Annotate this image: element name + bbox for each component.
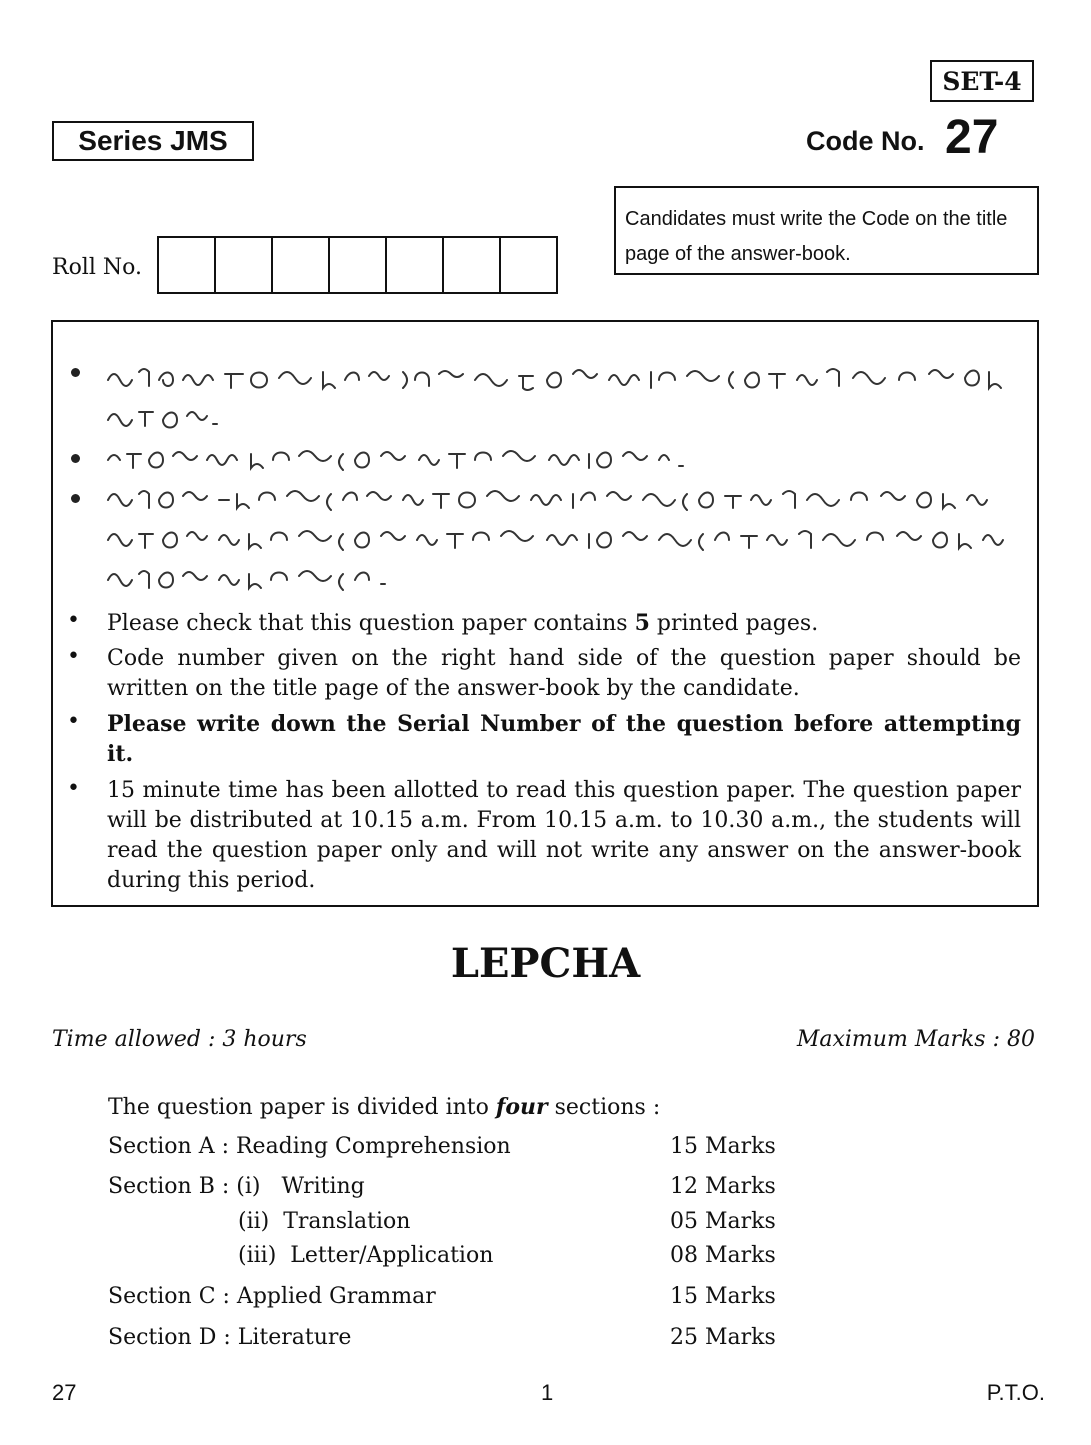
roll-digit-box[interactable]	[387, 238, 444, 292]
bullet-icon: •	[67, 644, 80, 669]
bullet-icon	[71, 494, 80, 503]
series-label: Series JMS	[52, 121, 254, 161]
bullet-icon: •	[67, 776, 80, 801]
section-a-marks: 15 Marks	[670, 1134, 776, 1159]
paper-title: LEPCHA	[450, 940, 641, 987]
section-b2-marks: 05 Marks	[670, 1209, 776, 1234]
roll-digit-box[interactable]	[330, 238, 387, 292]
instructions-box	[51, 320, 1039, 907]
lepcha-instruction-2	[103, 436, 1023, 476]
page-number: 1	[541, 1380, 554, 1405]
set-label: SET-4	[930, 60, 1034, 102]
section-d-label: Section D : Literature	[108, 1325, 352, 1350]
roll-digit-box[interactable]	[444, 238, 501, 292]
bullet-icon: •	[67, 709, 80, 734]
bullet-icon: •	[67, 608, 80, 633]
roll-number-label: Roll No.	[52, 255, 142, 280]
instruction-text: 15 minute time has been allotted to read this question paper. The question paper will be distributed at 10.15 a.m. From 10.15 a.m. to 10.30 a.m., the students will read the question paper only and will not write any answer on the answer-book during this period.	[107, 778, 1021, 893]
section-d-marks: 25 Marks	[670, 1325, 776, 1350]
section-b-label: Section B : (i) Writing	[108, 1174, 365, 1199]
code-label: Code No.	[806, 126, 925, 156]
bullet-icon	[71, 454, 80, 463]
bullet-icon	[71, 368, 80, 377]
time-allowed: Time allowed : 3 hours	[52, 1027, 307, 1052]
maximum-marks: Maximum Marks : 80	[796, 1027, 1035, 1052]
section-c-label: Section C : Applied Grammar	[108, 1284, 436, 1309]
candidate-note-box	[614, 186, 1039, 275]
code-number: 27	[945, 111, 999, 164]
footer-code: 27	[52, 1380, 77, 1405]
roll-digit-box[interactable]	[501, 238, 556, 292]
section-b-marks: 12 Marks	[670, 1174, 776, 1199]
roll-digit-box[interactable]	[273, 238, 330, 292]
section-c-marks: 15 Marks	[670, 1284, 776, 1309]
section-a-label: Section A : Reading Comprehension	[108, 1134, 511, 1159]
footer-pto: P.T.O.	[986, 1380, 1045, 1405]
sections-intro: The question paper is divided into four sections :	[108, 1094, 661, 1120]
section-b3-marks: 08 Marks	[670, 1243, 776, 1268]
roll-number-grid[interactable]	[157, 236, 558, 294]
lepcha-instruction-1	[103, 350, 1023, 430]
instruction-text: Please check that this question paper contains 5 printed pages.	[107, 610, 819, 636]
roll-digit-box[interactable]	[159, 238, 216, 292]
roll-digit-box[interactable]	[216, 238, 273, 292]
instruction-text: Please write down the Serial Number of the question before attempting it.	[107, 711, 1021, 767]
candidate-note-text: Candidates must write the Code on the title page of the answer-book.	[625, 208, 1008, 265]
section-b2-label: (ii) Translation	[238, 1209, 411, 1234]
instruction-text: Code number given on the right hand side of the question paper should be written on the title page of the answer-book by the candidate.	[107, 646, 1021, 701]
lepcha-instruction-3	[103, 476, 1023, 596]
section-b3-label: (iii) Letter/Application	[238, 1243, 494, 1268]
